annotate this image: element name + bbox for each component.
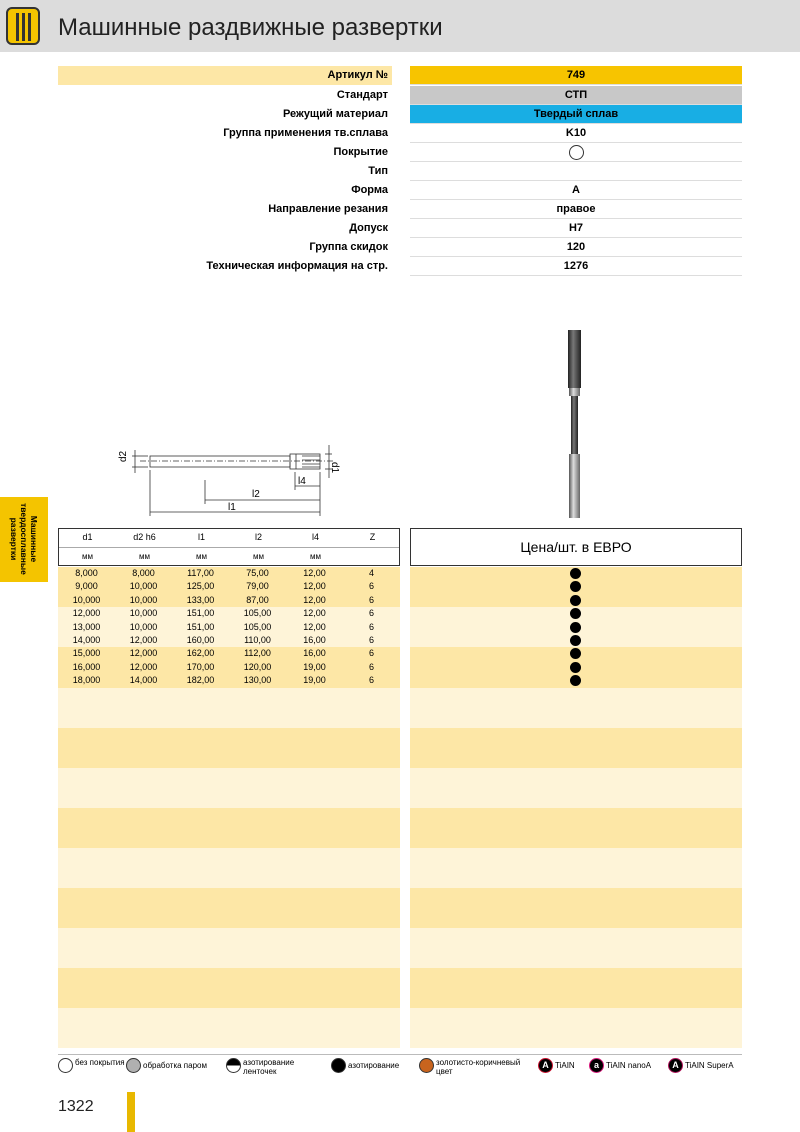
table-cell: 125,00: [186, 581, 215, 592]
table-cell: 10,000: [129, 608, 158, 619]
spec-row-standard: [58, 86, 742, 105]
price-row: [410, 594, 742, 607]
legend-label: TiAIN SuperA: [685, 1061, 734, 1070]
availability-dot-icon: [570, 581, 581, 592]
table-row: [58, 567, 400, 580]
dim-l2: l2: [252, 489, 260, 500]
tialn-icon: A: [538, 1058, 553, 1073]
spec-value: 120: [410, 238, 742, 257]
legend-label: азотирование ленточек: [243, 1058, 295, 1076]
table-row: [58, 634, 400, 647]
table-cell: 110,00: [244, 635, 271, 645]
dim-l1: l1: [228, 502, 236, 513]
table-cell: 112,00: [244, 648, 271, 659]
col-header-l2: l2: [254, 532, 262, 542]
page-number: 1322: [58, 1098, 94, 1115]
table-cell: 6: [368, 621, 374, 632]
availability-dot-icon: [570, 675, 581, 686]
empty-row-band: [410, 848, 742, 888]
uncoated-icon: [58, 1058, 73, 1073]
table-cell: 182,00: [186, 675, 215, 686]
table-cell: 16,000: [72, 661, 101, 672]
table-cell: 75,00: [246, 568, 269, 578]
price-row: [410, 621, 742, 634]
table-cell: 4: [368, 568, 374, 578]
legend-label: TiAIN nanoA: [606, 1061, 652, 1070]
legend-label: золотисто-коричневый цвет: [436, 1058, 521, 1076]
legend-label: обработка паром: [143, 1061, 207, 1070]
availability-dot-icon: [570, 622, 581, 633]
price-row: [410, 647, 742, 660]
spec-row-material: [58, 105, 742, 124]
page-title: Машинные раздвижные развертки: [58, 14, 443, 41]
spec-label: Направление резания: [268, 203, 388, 215]
table-cell: 6: [368, 635, 374, 645]
empty-row-band: [58, 808, 400, 848]
table-cell: 12,00: [303, 568, 326, 578]
price-row: [410, 674, 742, 687]
table-cell: 10,000: [129, 621, 158, 632]
table-cell: 8,000: [132, 568, 155, 578]
unit-l2: мм: [253, 552, 264, 561]
price-row: [410, 634, 742, 647]
spec-value: СТП: [410, 86, 742, 105]
table-cell: 8,000: [75, 568, 98, 578]
empty-row-band: [410, 1008, 742, 1048]
empty-row-band: [410, 888, 742, 928]
empty-row-band: [410, 728, 742, 768]
spec-label: Покрытие: [333, 146, 388, 158]
unit-d1: мм: [82, 552, 93, 561]
price-row: [410, 580, 742, 593]
table-cell: 14,000: [129, 675, 158, 686]
table-cell: 16,00: [303, 635, 326, 645]
tialn-super-icon: A: [668, 1058, 683, 1073]
reamer-logo-icon: [6, 7, 40, 45]
spec-value: [410, 162, 742, 181]
table-cell: 18,000: [72, 675, 101, 686]
table-cell: 105,00: [243, 621, 272, 632]
availability-dot-icon: [570, 595, 581, 606]
dim-d2: d2: [118, 450, 129, 462]
table-row: [58, 621, 400, 634]
empty-row-band: [58, 688, 400, 728]
availability-dot-icon: [570, 648, 581, 659]
table-cell: 19,00: [303, 675, 326, 686]
spec-row-type: [58, 162, 742, 181]
nitride-icon: [331, 1058, 346, 1073]
table-cell: 12,00: [303, 621, 326, 632]
spec-row-direction: [58, 200, 742, 219]
unit-d2: мм: [139, 552, 150, 561]
table-cell: 6: [368, 661, 374, 672]
dim-d1: d1: [329, 462, 340, 474]
table-cell: 130,00: [243, 675, 272, 686]
col-header-d2: d2 h6: [133, 532, 156, 542]
table-cell: 19,00: [303, 661, 326, 672]
col-header-d1: d1: [82, 532, 93, 542]
empty-row-band: [58, 928, 400, 968]
table-cell: 12,000: [72, 608, 101, 619]
table-cell: 15,000: [72, 648, 101, 659]
table-cell: 16,00: [303, 648, 326, 659]
page-marker: [127, 1092, 135, 1132]
empty-row-band: [410, 928, 742, 968]
table-row: [58, 580, 400, 593]
spec-label: Группа скидок: [309, 241, 388, 253]
table-row: [58, 647, 400, 660]
table-cell: 10,000: [129, 581, 158, 592]
table-cell: 12,00: [303, 608, 326, 619]
table-row: [58, 594, 400, 607]
spec-value: Твердый сплав: [410, 105, 742, 124]
spec-label: Допуск: [349, 222, 388, 234]
table-cell: 10,000: [72, 594, 101, 605]
spec-label: Режущий материал: [282, 108, 388, 120]
table-cell: 6: [368, 648, 374, 659]
spec-row-discount: [58, 238, 742, 257]
unit-l4: мм: [310, 552, 321, 561]
table-cell: 79,00: [246, 581, 269, 592]
availability-dot-icon: [570, 662, 581, 673]
section-tab: [0, 497, 48, 582]
spec-row-form: [58, 181, 742, 200]
reamer-image: [560, 325, 590, 520]
coating-legend: [58, 1054, 742, 1074]
spec-value: 749: [410, 66, 742, 85]
empty-row-band: [58, 968, 400, 1008]
table-header: [58, 528, 400, 566]
table-row: [58, 674, 400, 687]
availability-dot-icon: [570, 608, 581, 619]
table-cell: 13,000: [72, 621, 101, 632]
price-row: [410, 567, 742, 580]
spec-value: H7: [410, 219, 742, 238]
uncoated-circle-icon: [569, 145, 584, 160]
table-cell: 133,00: [186, 594, 215, 605]
spec-row-coating: [58, 143, 742, 162]
unit-l1: мм: [196, 552, 207, 561]
spec-row-article: [58, 66, 742, 85]
table-cell: 12,00: [303, 594, 326, 605]
technical-drawing: [110, 440, 350, 520]
table-cell: 105,00: [243, 608, 272, 619]
steam-icon: [126, 1058, 141, 1073]
price-header: Цена/шт. в ЕВРО: [410, 528, 742, 566]
legend-label: без покрытия: [75, 1058, 125, 1067]
empty-row-band: [410, 808, 742, 848]
price-row: [410, 607, 742, 620]
table-cell: 12,000: [129, 661, 158, 672]
empty-row-band: [58, 728, 400, 768]
spec-row-carbide-group: [58, 124, 742, 143]
spec-row-tolerance: [58, 219, 742, 238]
table-cell: 6: [368, 608, 374, 619]
tialn-nano-icon: a: [589, 1058, 604, 1073]
availability-dot-icon: [570, 635, 581, 646]
table-cell: 170,00: [186, 661, 215, 672]
empty-row-band: [410, 688, 742, 728]
empty-row-band: [58, 888, 400, 928]
table-cell: 10,000: [129, 594, 158, 605]
table-cell: 162,00: [186, 648, 215, 659]
table-cell: 151,00: [186, 608, 215, 619]
empty-row-band: [58, 848, 400, 888]
table-cell: 151,00: [186, 621, 215, 632]
spec-label: Тип: [368, 165, 388, 177]
spec-value: 1276: [410, 257, 742, 276]
empty-row-band: [410, 768, 742, 808]
table-row: [58, 661, 400, 674]
spec-row-tech-info: [58, 257, 742, 276]
table-cell: 12,000: [129, 648, 158, 659]
table-cell: 120,00: [243, 661, 272, 672]
spec-value: правое: [410, 200, 742, 219]
table-row: [58, 607, 400, 620]
section-tab-label: Машинные твердосплавные развертки: [9, 503, 39, 575]
empty-row-band: [58, 768, 400, 808]
spec-value: A: [410, 181, 742, 200]
col-header-l1: l1: [197, 532, 205, 542]
table-cell: 14,000: [72, 635, 101, 645]
legend-label: азотирование: [348, 1061, 400, 1070]
table-cell: 117,00: [187, 568, 214, 578]
spec-label: Форма: [351, 184, 388, 196]
table-cell: 87,00: [246, 594, 269, 605]
spec-label: Группа применения тв.сплава: [223, 127, 388, 139]
col-header-z: Z: [369, 532, 376, 542]
spec-label: Техническая информация на стр.: [206, 260, 388, 272]
page-header: [0, 0, 800, 52]
spec-value: [410, 143, 742, 162]
col-header-l4: l4: [311, 532, 319, 542]
legend-label: TiAIN: [555, 1061, 575, 1070]
table-cell: 12,00: [303, 581, 326, 592]
empty-row-band: [58, 1008, 400, 1048]
empty-row-band: [410, 968, 742, 1008]
table-cell: 6: [368, 581, 374, 592]
table-cell: 6: [368, 675, 374, 686]
spec-label: Стандарт: [336, 89, 388, 101]
table-cell: 12,000: [129, 635, 158, 645]
table-cell: 160,00: [186, 635, 215, 645]
spec-value: K10: [410, 124, 742, 143]
spec-label: Артикул №: [58, 66, 392, 85]
table-cell: 6: [368, 594, 374, 605]
dim-l4: l4: [298, 476, 306, 487]
price-row: [410, 661, 742, 674]
gold-icon: [419, 1058, 434, 1073]
table-cell: 9,000: [75, 581, 98, 592]
availability-dot-icon: [570, 568, 581, 579]
half-nitride-icon: [226, 1058, 241, 1073]
